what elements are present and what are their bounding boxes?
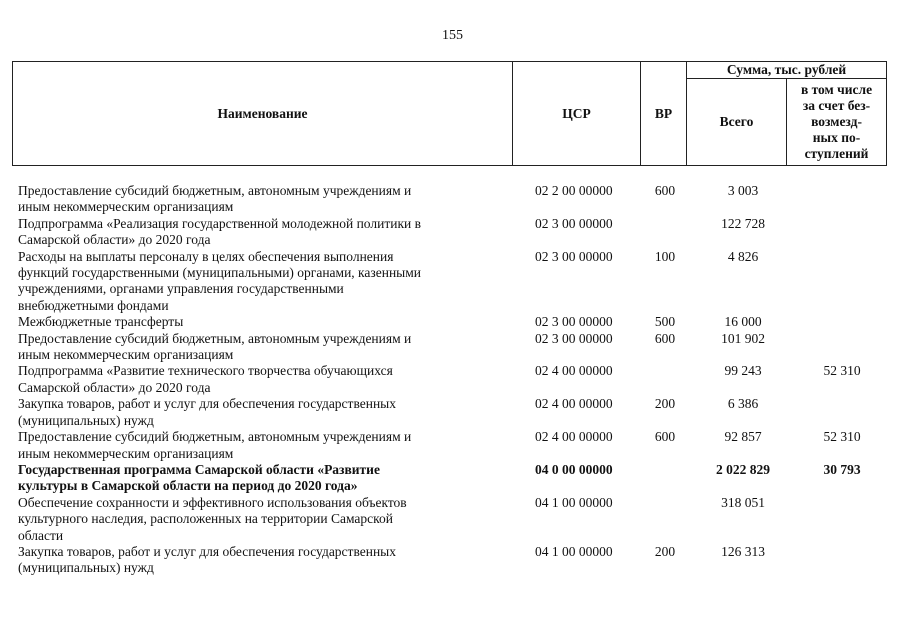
header-csr: ЦСР (513, 62, 641, 166)
row-name-line: Предоставление субсидий бюджетным, автономным учреждениям и (18, 330, 412, 346)
row-name (18, 314, 508, 330)
row-csr: 02 4 00 00000 (535, 429, 613, 445)
row-total: 16 000 (724, 314, 762, 330)
table-row (0, 495, 905, 544)
page-number: 155 (442, 28, 463, 43)
table-row (0, 216, 905, 249)
row-name-line: Закупка товаров, работ и услуг для обеспечения государственных (18, 543, 397, 559)
row-name-line: Предоставление субсидий бюджетным, автономным учреждениям и (18, 429, 412, 445)
row-name-line: иным некоммерческим организациям (18, 445, 234, 461)
row-name (18, 216, 508, 249)
row-total: 122 728 (721, 215, 765, 231)
header-free-line: ных по- (812, 130, 861, 145)
row-vr: 600 (654, 183, 676, 198)
header-free-line: ступлений (804, 146, 869, 161)
budget-table-body (0, 183, 905, 577)
row-csr: 02 4 00 00000 (535, 396, 613, 412)
row-total: 92 857 (724, 429, 762, 445)
row-csr: 02 3 00 00000 (535, 330, 613, 346)
row-name-line: Государственная программа Самарской области «Развитие (18, 461, 380, 477)
row-name-line: иным некоммерческим организациям (18, 199, 234, 215)
row-name-line: Подпрограмма «Реализация государственной молодежной политики в (18, 215, 421, 231)
row-total: 318 051 (721, 494, 765, 510)
row-total: 4 826 (727, 248, 759, 264)
row-vr: 500 (654, 314, 676, 330)
budget-table-header (12, 61, 887, 166)
row-name-line: функций государственными (муниципальными) органами, казенными (18, 265, 422, 281)
row-name (18, 363, 508, 396)
row-vr: 200 (654, 543, 676, 559)
row-csr: 02 4 00 00000 (535, 363, 613, 379)
row-total: 99 243 (724, 363, 762, 379)
table-row (0, 544, 905, 577)
row-name-line: Предоставление субсидий бюджетным, автономным учреждениям и (18, 183, 412, 198)
row-name-line: Обеспечение сохранности и эффективного использования объектов (18, 494, 407, 510)
header-free-line: возмезд- (811, 114, 862, 129)
row-free-receipts: 52 310 (823, 363, 861, 379)
row-name (18, 249, 508, 315)
row-total: 101 902 (721, 330, 765, 346)
row-csr: 02 3 00 00000 (535, 215, 613, 231)
row-csr: 02 3 00 00000 (535, 248, 613, 264)
row-name (18, 544, 508, 577)
row-csr: 02 2 00 00000 (535, 183, 613, 198)
table-row (0, 363, 905, 396)
row-csr: 04 1 00 00000 (535, 543, 613, 559)
row-name-line: (муниципальных) нужд (18, 412, 154, 428)
row-name (18, 396, 508, 429)
row-vr: 600 (654, 429, 676, 445)
row-total: 126 313 (721, 543, 765, 559)
header-name: Наименование (13, 62, 513, 166)
row-name-line: культурного наследия, расположенных на территории Самарской (18, 511, 393, 527)
row-vr: 200 (654, 396, 676, 412)
row-vr: 100 (654, 248, 676, 264)
row-vr: 600 (654, 330, 676, 346)
row-name-line: Закупка товаров, работ и услуг для обеспечения государственных (18, 396, 397, 412)
header-sum: Сумма, тыс. рублей (687, 62, 887, 79)
row-name-line: Межбюджетные трансферты (18, 314, 184, 330)
row-name-line: Самарской области» до 2020 года (18, 232, 211, 248)
row-name-line: внебюджетными фондами (18, 297, 169, 313)
table-row (0, 429, 905, 462)
row-name-line: (муниципальных) нужд (18, 560, 154, 576)
row-name-line: иным некоммерческим организациям (18, 347, 234, 363)
table-row (0, 183, 905, 216)
row-name (18, 495, 508, 544)
row-total: 3 003 (727, 183, 759, 198)
table-row (0, 462, 905, 495)
header-free-line: в том числе (800, 82, 873, 97)
row-free-receipts: 52 310 (823, 429, 861, 445)
row-free-receipts: 30 793 (823, 461, 861, 477)
row-csr: 02 3 00 00000 (535, 314, 613, 330)
row-csr: 04 1 00 00000 (535, 494, 613, 510)
row-name-line: Самарской области» до 2020 года (18, 379, 211, 395)
row-name (18, 462, 508, 495)
header-free-receipts (787, 79, 887, 166)
row-name (18, 183, 508, 216)
table-row (0, 314, 905, 330)
row-name-line: Расходы на выплаты персоналу в целях обеспечения выполнения (18, 248, 394, 264)
table-row (0, 249, 905, 315)
row-name-line: учреждениями, органами управления государственными (18, 281, 344, 297)
table-row (0, 331, 905, 364)
row-csr: 04 0 00 00000 (535, 461, 613, 477)
row-total: 6 386 (727, 396, 759, 412)
row-name-line: культуры в Самарской области на период до 2020 года» (18, 478, 358, 494)
header-vr: ВР (641, 62, 687, 166)
header-total: Всего (687, 79, 787, 166)
row-name-line: Подпрограмма «Развитие технического творчества обучающихся (18, 363, 393, 379)
header-free-line: за счет без- (802, 98, 871, 113)
row-name (18, 429, 508, 462)
row-total: 2 022 829 (716, 461, 770, 477)
row-name-line: области (18, 527, 64, 543)
table-row (0, 396, 905, 429)
row-name (18, 331, 508, 364)
